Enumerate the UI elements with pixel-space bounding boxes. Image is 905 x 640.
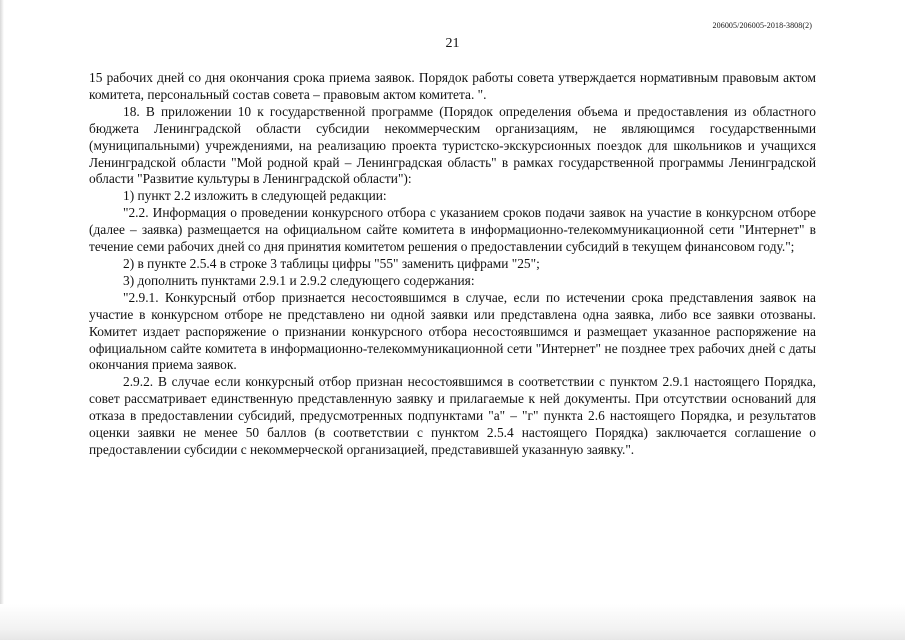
paragraph-clause-2-2: "2.2. Информация о проведении конкурсного отбора с указанием сроков подачи заявок на участие в конкурсном отборе (далее – заявка) размещается на официальном сайте комитета в информационно-телекоммуникационной сети "Интернет" в течение семи рабочих дней со дня принятия комитетом решения о предоставлении субсидий в текущем финансовом году."; — [89, 205, 816, 255]
paragraph-item-18: 18. В приложении 10 к государственной программе (Порядок определения объема и предоставления из областного бюджета Ленинградской области субсидии некоммерческим организациям, не являющимся государственными (муниципальными) учреждениями, на реализацию проекта туристско-экскурсионных поездок для школьников и учащихся Ленинградской области "Мой родной край – Ленинградская область" в рамках государственной программы Ленинградской области "Развитие культуры в Ленинградской области"): — [89, 103, 816, 187]
document-body — [89, 70, 816, 459]
paragraph-clause-2-9-1: "2.9.1. Конкурсный отбор признается несостоявшимся в случае, если по истечении срока представления заявок на участие в конкурсном отборе не представлено ни одной заявки или представлена одна заявка, либо все заявки отозваны. Комитет издает распоряжение о признании конкурсного отбора несостоявшимся и размещает указанное распоряжение на официальном сайте комитета в информационно-телекоммуникационной сети "Интернет" не позднее трех рабочих дней с даты окончания приема заявок. — [89, 289, 816, 373]
paragraph-continuation: 15 рабочих дней со дня окончания срока приема заявок. Порядок работы совета утверждается нормативным правовым актом комитета, персональный состав совета – правовым актом комитета. ". — [89, 70, 816, 102]
paragraph-clause-2-9-2: 2.9.2. В случае если конкурсный отбор признан несостоявшимся в соответствии с пунктом 2.9.1 настоящего Порядка, совет рассматривает единственную представленную заявку и прилагаемые к ней документы. При отсутствии оснований для отказа в предоставлении субсидий, предусмотренных подпунктами "а" – "г" пункта 2.6 настоящего Порядка, и результатов оценки заявки не менее 50 баллов (в соответствии с пунктом 2.5.4 настоящего Порядка) заключается соглашение о предоставлении субсидии с некоммерческой организацией, представившей указанную заявку.". — [89, 374, 816, 457]
page-shadow-bottom — [0, 604, 905, 640]
page-shadow-left — [0, 0, 4, 640]
document-id: 206005/206005-2018-3808(2) — [712, 21, 812, 30]
paragraph-subitem-3: 3) дополнить пунктами 2.9.1 и 2.9.2 следующего содержания: — [123, 272, 475, 288]
paragraph-subitem-2: 2) в пункте 2.5.4 в строке 3 таблицы цифры "55" заменить цифрами "25"; — [123, 255, 540, 271]
paragraph-subitem-1: 1) пункт 2.2 изложить в следующей редакции: — [123, 188, 387, 204]
page-number: 21 — [445, 36, 460, 51]
